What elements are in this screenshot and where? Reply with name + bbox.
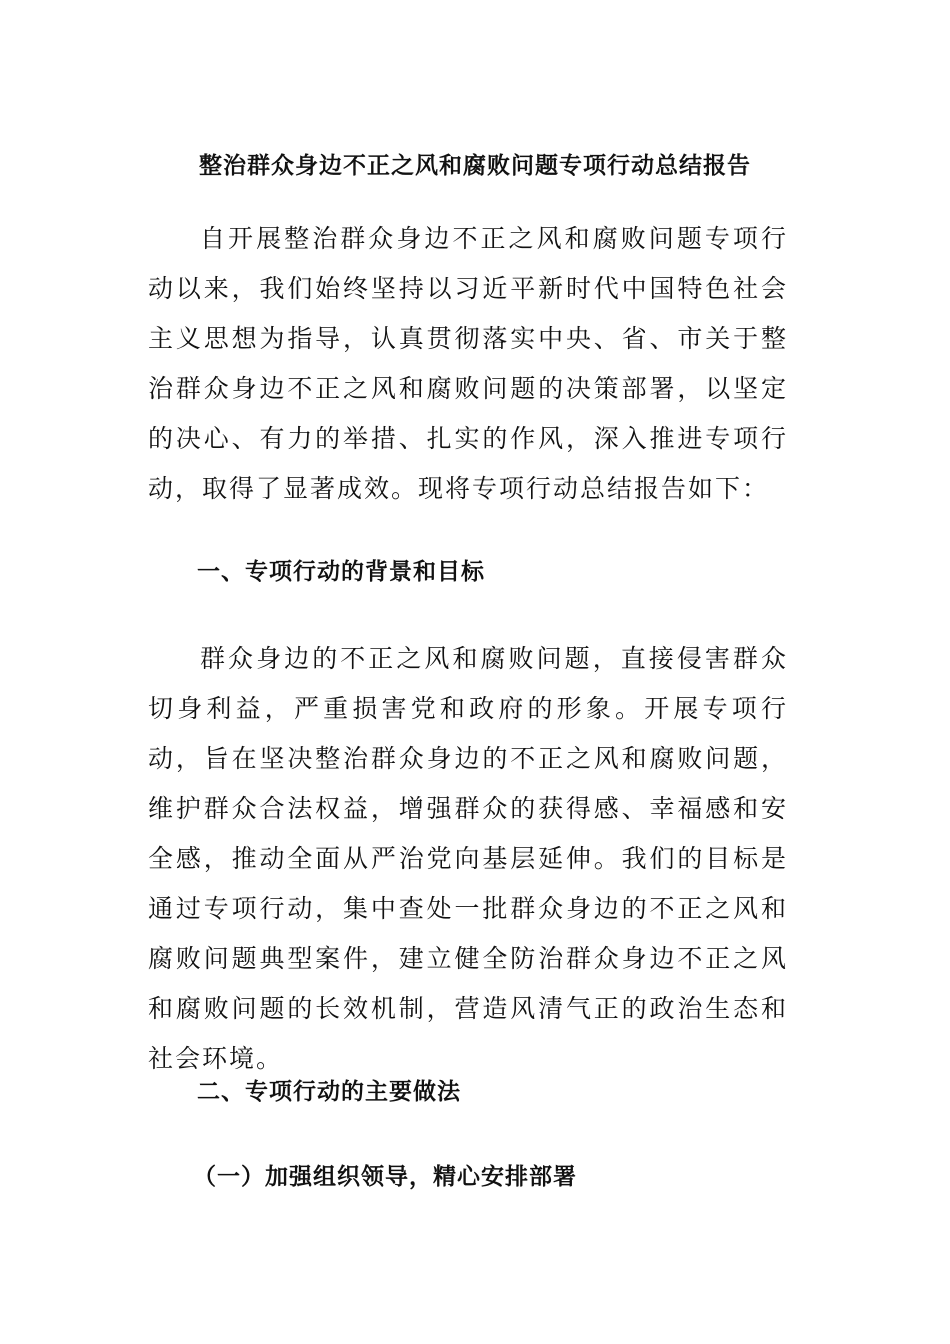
document-title: 整治群众身边不正之风和腐败问题专项行动总结报告 bbox=[199, 153, 751, 180]
intro-paragraph: 自开展整治群众身边不正之风和腐败问题专项行动以来，我们始终坚持以习近平新时代中国特色社会主义思想为指导，认真贯彻落实中央、省、市关于整治群众身边不正之风和腐败问题的决策部署，以坚定的决心、有力的举措、扎实的作风，深入推进专项行动，取得了显著成效。现将专项行动总结报告如下： bbox=[148, 224, 788, 503]
section-1-paragraph: 群众身边的不正之风和腐败问题，直接侵害群众切身利益，严重损害党和政府的形象。开展专项行动，旨在坚决整治群众身边的不正之风和腐败问题，维护群众合法权益，增强群众的获得感、幸福感和安全感，推动全面从严治党向基层延伸。我们的目标是通过专项行动，集中查处一批群众身边的不正之风和腐败问题典型案件，建立健全防治群众身边不正之风和腐败问题的长效机制，营造风清气正的政治生态和社会环境。 bbox=[148, 644, 788, 1073]
section-1-heading: 一、专项行动的背景和目标 bbox=[197, 559, 485, 585]
subsection-1-heading: （一）加强组织领导，精心安排部署 bbox=[193, 1164, 577, 1190]
section-2-heading: 二、专项行动的主要做法 bbox=[197, 1079, 461, 1105]
